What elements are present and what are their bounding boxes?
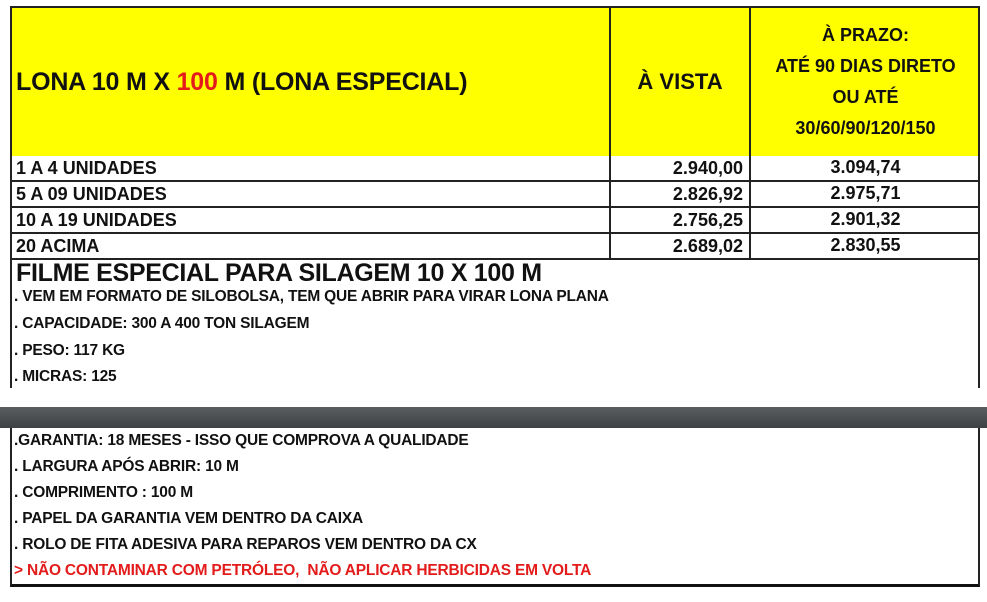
- column-header-prazo: [749, 8, 980, 156]
- vista-price-cell: 2.689,02: [609, 234, 749, 258]
- page-separator: [0, 407, 987, 428]
- table-row: [10, 208, 980, 234]
- description-title: FILME ESPECIAL PARA SILAGEM 10 X 100 M: [16, 259, 542, 287]
- description-line: . PESO: 117 KG: [14, 342, 125, 359]
- prazo-price-cell: 2.901,32: [749, 208, 980, 232]
- prazo-price-cell: 2.830,55: [749, 234, 980, 258]
- detail-line: . LARGURA APÓS ABRIR: 10 M: [14, 458, 239, 475]
- title-highlight: 100: [176, 67, 218, 96]
- detail-line: .GARANTIA: 18 MESES - ISSO QUE COMPROVA A QUALIDADE: [14, 432, 469, 449]
- table-row: [10, 182, 980, 208]
- vista-price-cell: 2.826,92: [609, 182, 749, 206]
- prazo-line: ATÉ 90 DIAS DIRETO: [775, 56, 956, 76]
- vista-price-cell: 2.940,00: [609, 156, 749, 180]
- table-row: [10, 234, 980, 260]
- description-line: . MICRAS: 125: [14, 368, 117, 385]
- title-suffix: M (LONA ESPECIAL): [217, 67, 468, 96]
- prazo-line: À PRAZO:: [822, 25, 909, 45]
- table-row: [10, 156, 980, 182]
- warning-line: > NÃO CONTAMINAR COM PETRÓLEO, NÃO APLICAR HERBICIDAS EM VOLTA: [14, 562, 592, 579]
- prazo-line: OU ATÉ: [832, 87, 899, 107]
- prazo-price-cell: 2.975,71: [749, 182, 980, 206]
- prazo-line: 30/60/90/120/150: [795, 118, 936, 138]
- description-line: . CAPACIDADE: 300 A 400 TON SILAGEM: [14, 315, 310, 332]
- prazo-price-cell: 3.094,74: [749, 156, 980, 180]
- product-details: [10, 428, 980, 587]
- detail-line: . COMPRIMENTO : 100 M: [14, 484, 193, 501]
- title-prefix: LONA 10 M X: [16, 67, 177, 96]
- product-description: [10, 258, 980, 388]
- qty-cell: 1 A 4 UNIDADES: [16, 158, 157, 178]
- price-table-header: [10, 6, 980, 158]
- description-line: . VEM EM FORMATO DE SILOBOLSA, TEM QUE ABRIR PARA VIRAR LONA PLANA: [14, 288, 609, 305]
- product-title: [12, 8, 611, 156]
- vista-price-cell: 2.756,25: [609, 208, 749, 232]
- qty-cell: 20 ACIMA: [16, 236, 100, 256]
- qty-cell: 5 A 09 UNIDADES: [16, 184, 167, 204]
- qty-cell: 10 A 19 UNIDADES: [16, 210, 177, 230]
- column-header-vista: À VISTA: [609, 8, 749, 156]
- detail-line: . PAPEL DA GARANTIA VEM DENTRO DA CAIXA: [14, 510, 364, 527]
- detail-line: . ROLO DE FITA ADESIVA PARA REPAROS VEM DENTRO DA CX: [14, 536, 477, 553]
